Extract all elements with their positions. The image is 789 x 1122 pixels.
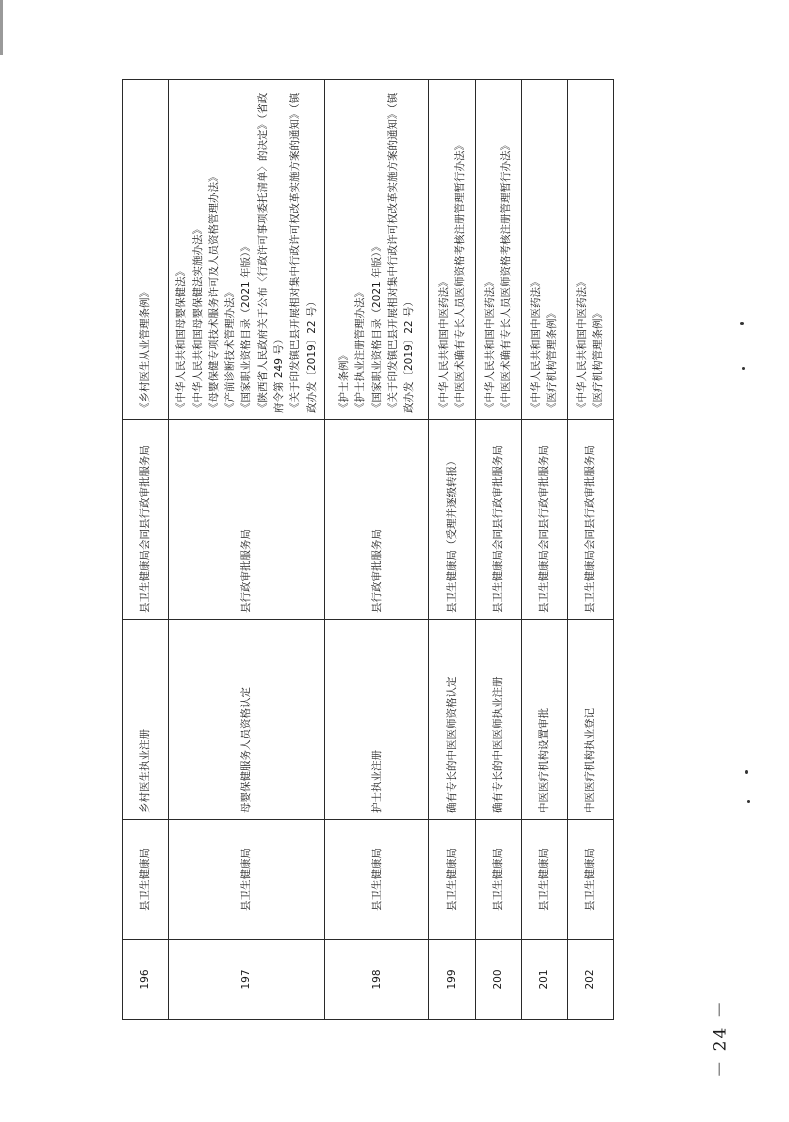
table-row bbox=[521, 80, 567, 1020]
scan-speck bbox=[747, 800, 750, 803]
table-row bbox=[123, 80, 169, 1020]
law-reference: 《陕西省人民政府关于公布〈行政许可事项委托清单〉的决定》（省政府令第 249 号） bbox=[256, 92, 285, 413]
legal-basis-cell bbox=[169, 80, 325, 420]
item-name-cell: 确有专长的中医医师资格认定 bbox=[429, 620, 475, 820]
department-cell: 县卫生健康局 bbox=[521, 820, 567, 940]
law-reference: 《产前诊断技术管理办法》 bbox=[224, 287, 237, 413]
legal-basis-cell bbox=[123, 80, 169, 420]
permit-table bbox=[122, 79, 614, 1020]
law-reference: 《护士条例》 bbox=[338, 350, 351, 413]
rotated-table-wrapper bbox=[122, 80, 614, 1020]
law-reference: 《中华人民共和国中医药法》 bbox=[483, 276, 496, 413]
law-reference: 《医疗机构管理条例》 bbox=[592, 308, 605, 413]
page-edge-mark bbox=[0, 0, 3, 55]
item-name-cell: 确有专长的中医医师执业注册 bbox=[475, 620, 521, 820]
handling-unit-cell: 县卫生健康局会同县行政审批服务局 bbox=[123, 420, 169, 620]
row-number: 200 bbox=[475, 940, 521, 1020]
handling-unit-cell: 县卫生健康局（受理并逐级转报） bbox=[429, 420, 475, 620]
scan-speck bbox=[745, 770, 748, 774]
table-row bbox=[567, 80, 613, 1020]
item-name-cell: 乡村医生执业注册 bbox=[123, 620, 169, 820]
row-number: 201 bbox=[521, 940, 567, 1020]
department-cell: 县卫生健康局 bbox=[169, 820, 325, 940]
scan-speck bbox=[742, 367, 745, 370]
department-cell: 县卫生健康局 bbox=[123, 820, 169, 940]
law-reference: 《关于印发镇巴县开展相对集中行政许可权改革实施方案的通知》（镇政办发〔2019〕22 号） bbox=[289, 92, 318, 413]
row-number: 197 bbox=[169, 940, 325, 1020]
item-name-cell: 护士执业注册 bbox=[325, 620, 429, 820]
legal-basis-cell bbox=[567, 80, 613, 420]
law-reference: 《中医医术确有专长人员医师资格考核注册管理暂行办法》 bbox=[453, 140, 466, 413]
law-reference: 《中华人民共和国中医药法》 bbox=[529, 276, 542, 413]
law-reference: 《中华人民共和国母婴保健法实施办法》 bbox=[191, 224, 204, 413]
row-number: 199 bbox=[429, 940, 475, 1020]
table-row bbox=[169, 80, 325, 1020]
law-reference: 《中华人民共和国母婴保健法》 bbox=[175, 266, 188, 413]
law-reference: 《关于印发镇巴县开展相对集中行政许可权改革实施方案的通知》（镇政办发〔2019〕22 号） bbox=[386, 92, 416, 413]
department-cell: 县卫生健康局 bbox=[429, 820, 475, 940]
row-number: 198 bbox=[325, 940, 429, 1020]
department-cell: 县卫生健康局 bbox=[567, 820, 613, 940]
row-number: 202 bbox=[567, 940, 613, 1020]
law-reference: 《国家职业资格目录（2021 年版）》 bbox=[370, 241, 383, 413]
page-number bbox=[706, 998, 731, 1078]
legal-basis-cell bbox=[475, 80, 521, 420]
handling-unit-cell: 县行政审批服务局 bbox=[325, 420, 429, 620]
handling-unit-cell: 县卫生健康局会同县行政审批服务局 bbox=[567, 420, 613, 620]
law-reference: 《乡村医生从业管理条例》 bbox=[139, 287, 152, 413]
handling-unit-cell: 县卫生健康局会同县行政审批服务局 bbox=[521, 420, 567, 620]
item-name-cell: 中医医疗机构执业登记 bbox=[567, 620, 613, 820]
legal-basis-cell bbox=[521, 80, 567, 420]
handling-unit-cell: 县行政审批服务局 bbox=[169, 420, 325, 620]
item-name-cell: 中医医疗机构设置审批 bbox=[521, 620, 567, 820]
table-row bbox=[475, 80, 521, 1020]
law-reference: 《医疗机构管理条例》 bbox=[546, 308, 559, 413]
law-reference: 《中华人民共和国中医药法》 bbox=[437, 276, 450, 413]
law-reference: 《中华人民共和国中医药法》 bbox=[576, 276, 589, 413]
item-name-cell: 母婴保健服务人员资格认定 bbox=[169, 620, 325, 820]
law-reference: 《中医医术确有专长人员医师资格考核注册管理暂行办法》 bbox=[500, 140, 513, 413]
page-number-text: － 24 － bbox=[710, 998, 731, 1078]
law-reference: 《国家职业资格目录（2021 年版）》 bbox=[240, 241, 253, 413]
row-number: 196 bbox=[123, 940, 169, 1020]
table-row bbox=[429, 80, 475, 1020]
legal-basis-cell bbox=[429, 80, 475, 420]
law-reference: 《护士执业注册管理办法》 bbox=[354, 287, 367, 413]
department-cell: 县卫生健康局 bbox=[475, 820, 521, 940]
legal-basis-cell bbox=[325, 80, 429, 420]
table-row bbox=[325, 80, 429, 1020]
handling-unit-cell: 县卫生健康局会同县行政审批服务局 bbox=[475, 420, 521, 620]
law-reference: 《母婴保健专项技术服务许可及人员资格管理办法》 bbox=[207, 171, 220, 413]
department-cell: 县卫生健康局 bbox=[325, 820, 429, 940]
scan-speck bbox=[740, 322, 744, 325]
